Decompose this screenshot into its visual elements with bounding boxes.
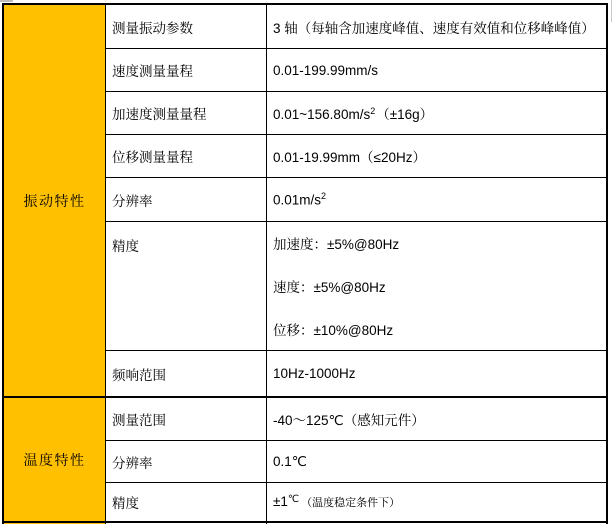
spec-label: 速度测量量程 xyxy=(112,64,193,79)
value-note: （温度稳定条件下） xyxy=(301,497,401,509)
category-cell-vibration xyxy=(4,5,106,396)
spec-value: 0.01-199.99mm/s xyxy=(273,62,379,78)
table-row xyxy=(106,483,606,521)
gridline-artifact-right xyxy=(611,0,612,22)
spec-value-cell xyxy=(267,5,606,48)
spec-label: 频响范围 xyxy=(112,367,166,383)
table-row xyxy=(106,178,606,222)
table-row xyxy=(106,441,606,483)
spec-label: 精度 xyxy=(112,239,139,254)
spec-label: 测量振动参数 xyxy=(112,20,193,36)
value-after: （±16g） xyxy=(376,107,434,122)
spec-label: 加速度测量量程 xyxy=(112,107,207,122)
spec-label: 位移测量量程 xyxy=(112,150,193,165)
section-temperature xyxy=(4,398,606,523)
spec-label-cell xyxy=(106,441,267,482)
spec-value-line: 位移：±10%@80Hz xyxy=(273,322,394,338)
value-main: 0.01m/s xyxy=(273,192,322,208)
table-row xyxy=(106,351,606,396)
spec-label-cell xyxy=(106,351,267,396)
spec-value-cell xyxy=(267,483,606,521)
spec-value: 10Hz-1000Hz xyxy=(273,366,356,381)
spec-value-cell xyxy=(267,135,606,177)
table-row xyxy=(106,398,606,441)
table-row xyxy=(106,222,606,351)
spec-value-cell xyxy=(267,441,606,482)
spec-value xyxy=(273,103,433,123)
spec-value-cell xyxy=(267,398,606,440)
spec-value: 0.01-19.99mm（≤20Hz） xyxy=(273,150,426,165)
value-degree: ℃ xyxy=(287,494,300,505)
spec-value-cell xyxy=(267,178,606,221)
table-row xyxy=(106,49,606,92)
spec-value-cell xyxy=(267,351,606,396)
category-cell-temperature xyxy=(4,398,106,521)
spec-label-cell xyxy=(106,49,267,91)
gridline-artifact-top xyxy=(0,0,13,2)
category-label: 温度特性 xyxy=(23,451,86,468)
spec-label-cell xyxy=(106,135,267,177)
spec-value-cell xyxy=(267,49,606,91)
spec-value-cell xyxy=(267,92,606,134)
table-row xyxy=(106,135,606,178)
value-superscript: 2 xyxy=(370,105,376,116)
table-row xyxy=(106,92,606,135)
value-main: 0.01~156.80m/s xyxy=(273,107,371,122)
value-main: ±1 xyxy=(273,494,288,509)
spec-value-line: 加速度：±5%@80Hz xyxy=(273,237,400,253)
spec-value xyxy=(273,192,327,208)
category-label: 振动特性 xyxy=(23,192,86,209)
spec-value: -40～125℃（感知元件） xyxy=(273,413,425,428)
section-rows xyxy=(106,5,606,396)
spec-value-line: 速度：±5%@80Hz xyxy=(273,280,386,295)
spec-label-cell xyxy=(106,222,267,350)
spec-label: 分辨率 xyxy=(112,455,153,471)
spec-value: 3 轴（每轴含加速度峰值、速度有效值和位移峰峰值） xyxy=(273,20,595,36)
spec-value xyxy=(273,494,400,510)
spec-label: 精度 xyxy=(112,496,139,511)
table-row xyxy=(106,5,606,49)
spec-value-cell xyxy=(267,222,606,350)
spec-label-cell xyxy=(106,398,267,440)
value-superscript: 2 xyxy=(321,190,327,201)
spec-label-cell xyxy=(106,178,267,221)
section-rows xyxy=(106,398,606,521)
spec-label-cell xyxy=(106,483,267,521)
section-vibration xyxy=(4,5,606,398)
spec-table xyxy=(2,3,608,524)
spec-label-cell xyxy=(106,92,267,134)
spec-label: 测量范围 xyxy=(112,413,166,428)
spec-label: 分辨率 xyxy=(112,193,153,209)
spec-value: 0.1℃ xyxy=(273,453,307,469)
spec-label-cell xyxy=(106,5,267,48)
